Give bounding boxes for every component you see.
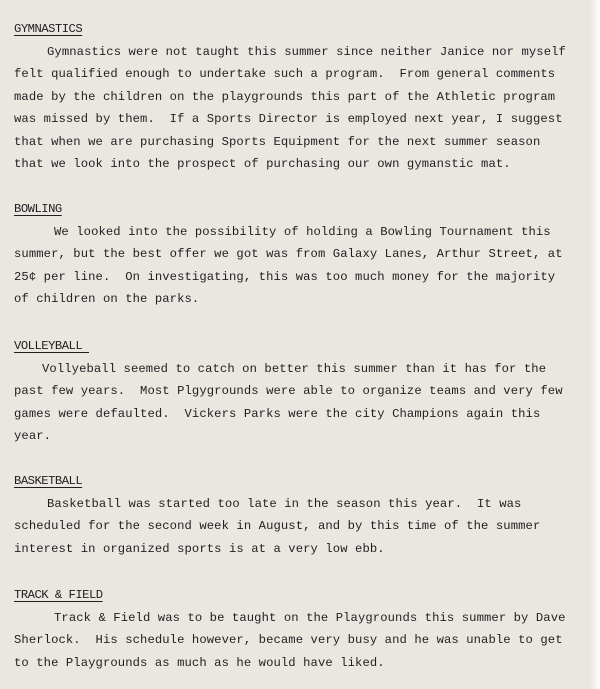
track-field-paragraph [14, 607, 586, 674]
basketball-line-3: interest in organized sports is at a very low ebb. [14, 541, 385, 556]
heading-volleyball: VOLLEYBALL [14, 339, 89, 353]
bowling-paragraph [14, 221, 586, 311]
heading-track-field: TRACK & FIELD [14, 588, 103, 602]
gymnastics-line-5: that when we are purchasing Sports Equipment for the next summer season [14, 134, 541, 149]
section-track-field [14, 588, 586, 674]
heading-bowling: BOWLING [14, 202, 62, 216]
bowling-line-2: summer, but the best offer we got was from Galaxy Lanes, Arthur Street, at [14, 247, 563, 262]
section-gymnastics [14, 22, 586, 175]
volleyball-line-1: Vollyeball seemed to catch on better this summer than it has for the [42, 362, 547, 376]
volleyball-line-3: games were defaulted. Vickers Parks were the city Champions again this [14, 406, 541, 421]
volleyball-line-2: past few years. Most Plgygrounds were able to organize teams and very few [14, 384, 563, 399]
track-field-line-1: Track & Field was to be taught on the Playgrounds this summer by Dave [54, 611, 566, 625]
basketball-line-2: scheduled for the second week in August, and by this time of the summer [14, 519, 541, 534]
gymnastics-line-6: that we look into the prospect of purchasing our own gymanstic mat. [14, 157, 511, 172]
section-bowling [14, 202, 586, 311]
heading-basketball: BASKETBALL [14, 474, 83, 488]
gymnastics-line-4: was missed by them. If a Sports Director is employed next year, I suggest [14, 112, 563, 127]
volleyball-paragraph [14, 358, 586, 448]
track-field-line-3: to the Playgrounds as much as he would have liked. [14, 655, 385, 670]
gymnastics-line-2: felt qualified enough to undertake such a program. From general comments [14, 67, 556, 82]
section-basketball [14, 474, 586, 560]
bowling-line-1: We looked into the possibility of holding a Bowling Tournament this [54, 225, 551, 239]
heading-gymnastics: GYMNASTICS [14, 22, 83, 36]
bowling-line-4: of children on the parks. [14, 292, 200, 307]
section-volleyball [14, 339, 586, 448]
gymnastics-line-1: Gymnastics were not taught this summer since neither Janice nor myself [47, 45, 566, 59]
track-field-line-2: Sherlock. His schedule however, became very busy and he was unable to get [14, 633, 563, 648]
basketball-line-1: Basketball was started too late in the season this year. It was [47, 497, 522, 511]
gymnastics-paragraph [14, 41, 586, 175]
basketball-paragraph [14, 493, 586, 560]
page-edge [590, 0, 600, 689]
gymnastics-line-3: made by the children on the playgrounds this part of the Athletic program [14, 89, 556, 104]
volleyball-line-4: year. [14, 429, 52, 444]
bowling-line-3: 25¢ per line. On investigating, this was too much money for the majority [14, 269, 556, 284]
